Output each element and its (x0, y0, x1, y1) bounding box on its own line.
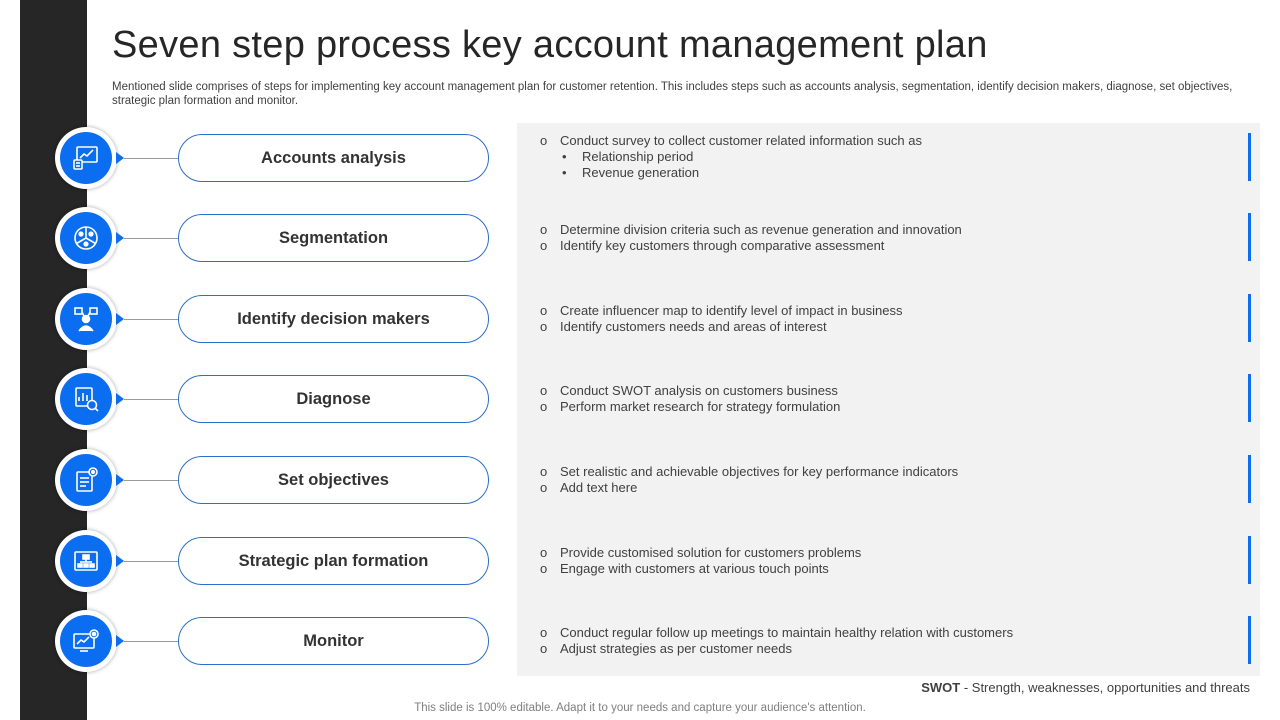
step-label: Strategic plan formation (178, 537, 489, 585)
step-diagnose (0, 368, 1280, 448)
step-icon-badge (55, 368, 117, 430)
monitor-icon (71, 626, 101, 656)
arrow-icon (116, 474, 124, 486)
connector-line (124, 399, 179, 400)
step-details: o Determine division criteria such as revenue generation and innovation o Identify key customers through comparative assessment (540, 222, 962, 253)
step-segmentation (0, 207, 1280, 287)
step-details: o Provide customised solution for customers problems o Engage with customers at various touch points (540, 545, 862, 576)
segmentation-pie-icon (71, 223, 101, 253)
decision-maker-icon (71, 304, 101, 334)
step-label: Accounts analysis (178, 134, 489, 182)
step-monitor (0, 610, 1280, 690)
step-icon-badge (55, 449, 117, 511)
step-icon-badge (55, 288, 117, 350)
connector-line (124, 641, 179, 642)
accent-bar (1248, 536, 1251, 584)
arrow-icon (116, 152, 124, 164)
swot-footnote: SWOT - Strength, weaknesses, opportunities and threats (921, 680, 1250, 695)
connector-line (124, 319, 179, 320)
step-details: o Conduct survey to collect customer related information such as • Relationship period • Revenue generation (540, 133, 923, 180)
analysis-board-icon (71, 143, 101, 173)
step-set-objectives (0, 449, 1280, 529)
arrow-icon (116, 393, 124, 405)
accent-bar (1248, 455, 1251, 503)
connector-line (124, 480, 179, 481)
accent-bar (1248, 294, 1251, 342)
page-subtitle: Mentioned slide comprises of steps for implementing key account management plan for customer retention. This includes steps such as accounts analysis, segmentation, identify decision makers, diagnose, set objectives, strategic plan formation and monitor. (112, 81, 1233, 107)
step-details: o Create influencer map to identify level of impact in business o Identify customers needs and areas of interest (540, 303, 903, 334)
step-label: Identify decision makers (178, 295, 489, 343)
arrow-icon (116, 232, 124, 244)
connector-line (124, 561, 179, 562)
accent-bar (1248, 374, 1251, 422)
arrow-icon (116, 635, 124, 647)
step-label: Segmentation (178, 214, 489, 262)
step-icon-badge (55, 610, 117, 672)
step-label: Set objectives (178, 456, 489, 504)
step-details: o Set realistic and achievable objectives for key performance indicators o Add text here (540, 464, 959, 495)
connector-line (124, 158, 179, 159)
step-strategic-plan-formation (0, 530, 1280, 610)
diagnose-icon (71, 384, 101, 414)
step-details: o Conduct SWOT analysis on customers business o Perform market research for strategy formulation (540, 383, 841, 414)
step-label: Diagnose (178, 375, 489, 423)
page-title: Seven step process key account management plan (112, 24, 988, 66)
slide-footer-note: This slide is 100% editable. Adapt it to your needs and capture your audience's attention. (414, 702, 866, 714)
step-icon-badge (55, 530, 117, 592)
connector-line (124, 238, 179, 239)
arrow-icon (116, 313, 124, 325)
strategy-plan-icon (71, 546, 101, 576)
accent-bar (1248, 616, 1251, 664)
accent-bar (1248, 133, 1251, 181)
accent-bar (1248, 213, 1251, 261)
arrow-icon (116, 555, 124, 567)
step-icon-badge (55, 207, 117, 269)
step-accounts-analysis (0, 127, 1280, 207)
objectives-icon (71, 465, 101, 495)
step-details: o Conduct regular follow up meetings to maintain healthy relation with customers o Adjust strategies as per customer needs (540, 625, 1014, 656)
step-icon-badge (55, 127, 117, 189)
step-label: Monitor (178, 617, 489, 665)
step-identify-decision-makers (0, 288, 1280, 368)
